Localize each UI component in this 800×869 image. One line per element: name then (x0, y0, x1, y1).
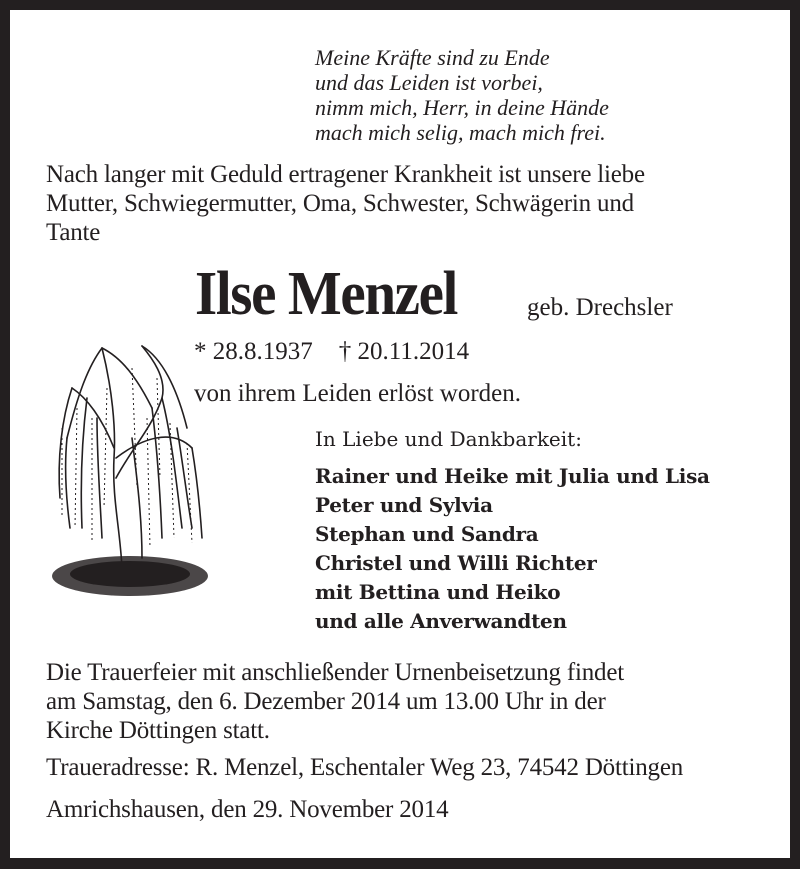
obituary-notice (10, 10, 790, 858)
poem-line: nimm mich, Herr, in deine Hände (315, 95, 609, 120)
intro-text (46, 160, 645, 247)
death-date: † 20.11.2014 (338, 338, 470, 365)
poem-line: Meine Kräfte sind zu Ende (315, 45, 550, 70)
poem-verse (315, 45, 609, 145)
mourner-line: mit Bettina und Heiko (315, 580, 561, 604)
place-and-date: Amrichshausen, den 29. November 2014 (46, 796, 449, 823)
released-text: von ihrem Leiden erlöst worden. (194, 380, 521, 407)
mourner-line: und alle Anverwandten (315, 609, 567, 633)
life-dates (194, 338, 495, 366)
mourner-line: Peter und Sylvia (315, 493, 493, 517)
poem-line: mach mich selig, mach mich frei. (315, 120, 606, 145)
funeral-line: am Samstag, den 6. Dezember 2014 um 13.00 Uhr in der (46, 688, 606, 715)
intro-line: Tante (46, 219, 101, 246)
thanks-heading: In Liebe und Dankbarkeit: (315, 427, 582, 451)
funeral-line: Die Trauerfeier mit anschließender Urnenbeisetzung findet (46, 659, 624, 686)
mourner-line: Rainer und Heike mit Julia und Lisa (315, 464, 710, 488)
weeping-willow-tree-icon (42, 328, 212, 603)
intro-line: Mutter, Schwiegermutter, Oma, Schwester, Schwägerin und (46, 190, 634, 217)
funeral-line: Kirche Döttingen statt. (46, 717, 270, 744)
mourner-line: Christel und Willi Richter (315, 551, 597, 575)
mourning-address: Traueradresse: R. Menzel, Eschentaler Weg 23, 74542 Döttingen (46, 754, 684, 781)
deceased-name: Ilse Menzel (195, 260, 457, 328)
maiden-name: geb. Drechsler (527, 294, 673, 321)
poem-line: und das Leiden ist vorbei, (315, 70, 543, 95)
mourners-list (315, 462, 710, 636)
funeral-info (46, 658, 624, 745)
birth-date: * 28.8.1937 (194, 338, 313, 365)
mourner-line: Stephan und Sandra (315, 522, 539, 546)
intro-line: Nach langer mit Geduld ertragener Krankheit ist unsere liebe (46, 161, 645, 188)
